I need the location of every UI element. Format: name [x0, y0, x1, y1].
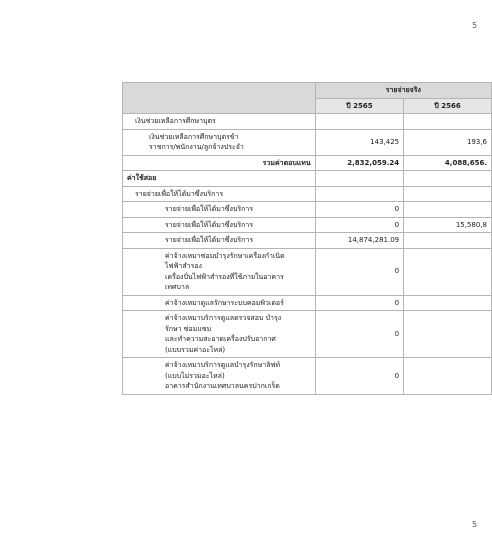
- row-value-2565: 14,874,281.09: [315, 233, 403, 249]
- row-label: [123, 311, 316, 358]
- row-value-2566: [404, 202, 492, 218]
- row-value-2565: 0: [315, 358, 403, 395]
- row-value-2566: [404, 233, 492, 249]
- row-value-2565: 0: [315, 248, 403, 295]
- row-label-line: เทศบาล: [165, 283, 190, 291]
- row-label: รวมค่าตอบแทน: [123, 155, 316, 171]
- row-label: ค่าจ้างเหมาดูแลรักษาระบบคอมพิวเตอร์: [123, 295, 316, 311]
- table-header-row: [123, 83, 492, 99]
- row-value-2565: 143,425: [315, 129, 403, 155]
- table-row: [123, 186, 492, 202]
- row-value-2565: 0: [315, 311, 403, 358]
- row-value-2566: [404, 358, 492, 395]
- header-actual-expense: รายจ่ายจริง: [315, 83, 491, 99]
- table-row: [123, 217, 492, 233]
- empty-cell: [404, 186, 492, 202]
- row-label-line: รักษา ซ่อมแซม: [165, 324, 212, 333]
- table-section-row: [123, 171, 492, 187]
- page-number-bottom: 5: [472, 520, 478, 529]
- empty-cell: [404, 171, 492, 187]
- section-label: ค่าใช้สอย: [123, 171, 316, 187]
- row-label-line: (แบบไม่รวมอะไหล่): [165, 371, 225, 380]
- row-value-2565: 0: [315, 217, 403, 233]
- table-row: [123, 248, 492, 295]
- empty-cell: [315, 171, 403, 187]
- row-label: [123, 129, 316, 155]
- row-value-2566: [404, 311, 492, 358]
- row-label-line: ค่าจ้างเหมาบริการดูแลตรวจสอบ บำรุง: [165, 314, 282, 322]
- header-year-2566: ปี 2566: [404, 98, 492, 114]
- row-label-line: อาคารสำนักงานเทศบาลนครปากเกร็ด: [165, 382, 280, 390]
- row-label: รายจ่ายเพื่อให้ได้มาซึ่งบริการ: [123, 202, 316, 218]
- row-value-2566: 15,580,8: [404, 217, 492, 233]
- table-row: [123, 129, 492, 155]
- table-row: [123, 295, 492, 311]
- table-row: [123, 233, 492, 249]
- header-year-2565: ปี 2565: [315, 98, 403, 114]
- row-value-2565: 2,832,059.24: [315, 155, 403, 171]
- row-label-line: และทำความสะอาดเครื่องปรับอากาศ: [165, 335, 276, 343]
- table-row: [123, 311, 492, 358]
- row-label-line: (แบบรวมค่าอะไหล่): [165, 345, 226, 354]
- row-label-line: เครื่องปั่นไฟฟ้าสำรองที่ใช้ภายในอาคาร: [165, 272, 284, 281]
- row-value-2566: [404, 295, 492, 311]
- table-row: [123, 202, 492, 218]
- header-blank-cell: [123, 83, 316, 114]
- row-label-line: ค่าจ้างเหมาบริการดูแลบำรุงรักษาลิฟท์: [165, 361, 281, 369]
- row-label: รายจ่ายเพื่อให้ได้มาซึ่งบริการ: [123, 186, 316, 202]
- row-label-line: เงินช่วยเหลือการศึกษาบุตรข้า: [149, 132, 239, 141]
- row-label: [123, 248, 316, 295]
- row-label-line: ราชการ/พนักงาน/ลูกจ้างประจำ: [149, 143, 244, 151]
- row-value-2566: [404, 248, 492, 295]
- expense-table: [122, 82, 492, 395]
- row-value-2566: [404, 114, 492, 130]
- empty-cell: [315, 186, 403, 202]
- table-total-row: [123, 155, 492, 171]
- row-value-2565: 0: [315, 202, 403, 218]
- row-value-2565: 0: [315, 295, 403, 311]
- row-label: รายจ่ายเพื่อให้ได้มาซึ่งบริการ: [123, 233, 316, 249]
- row-value-2565: [315, 114, 403, 130]
- row-label: เงินช่วยเหลือการศึกษาบุตร: [123, 114, 316, 130]
- row-label: [123, 358, 316, 395]
- row-label: รายจ่ายเพื่อให้ได้มาซึ่งบริการ: [123, 217, 316, 233]
- table-row: [123, 358, 492, 395]
- row-value-2566: 4,088,656.: [404, 155, 492, 171]
- page-number-top: 5: [472, 21, 478, 30]
- table-row: [123, 114, 492, 130]
- row-value-2566: 193,6: [404, 129, 492, 155]
- row-label-line: ค่าจ้างเหมาซ่อมบำรุงรักษาเครื่องกำเนิด: [165, 251, 285, 260]
- row-label-line: ไฟฟ้าสำรอง: [165, 262, 202, 270]
